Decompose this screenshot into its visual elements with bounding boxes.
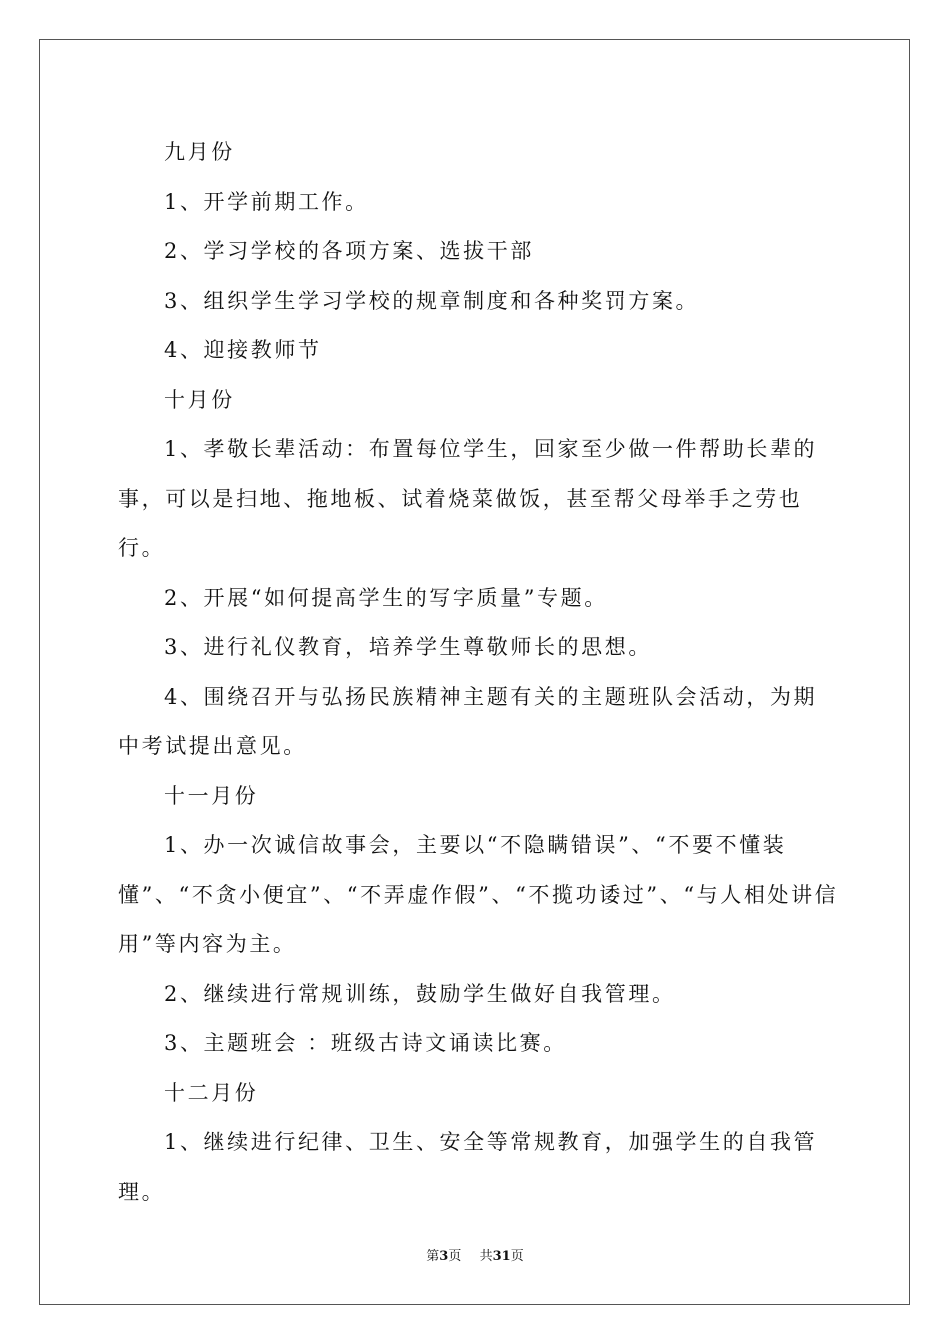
list-item: 2、开展“如何提高学生的写字质量”专题。 (164, 585, 608, 610)
list-item: 3、主题班会 ：班级古诗文诵读比赛。 (164, 1031, 567, 1055)
page-footer (0, 1245, 950, 1264)
list-item: 2、继续进行常规训练，鼓励学生做好自我管理。 (164, 981, 676, 1006)
list-item: 1、孝敬长辈活动：布置每位学生，回家至少做一件帮助长辈的事，可以是扫地、拖地板、试着烧菜做饭，甚至帮父母举手之劳也行。 (118, 437, 818, 560)
list-item: 4、围绕召开与弘扬民族精神主题有关的主题班队会活动，为期中考试提出意见。 (118, 684, 818, 758)
heading-november: 十一月份 (164, 783, 259, 808)
total-prefix: 共 (479, 1249, 493, 1264)
list-item: 1、办一次诚信故事会，主要以“不隐瞒错误”、“不要不懂装懂”、“不贪小便宜”、“不弄虚作假”、“不揽功诿过”、“与人相处讲信用”等内容为主。 (118, 833, 839, 956)
list-item: 4、迎接教师节 (164, 338, 322, 362)
page-suffix: 页 (448, 1249, 462, 1264)
heading-september: 九月份 (164, 140, 235, 164)
heading-december: 十二月份 (164, 1080, 259, 1105)
list-item: 2、学习学校的各项方案、选拔干部 (164, 239, 534, 263)
total-pages: 31 (492, 1249, 511, 1264)
total-suffix: 页 (510, 1249, 524, 1264)
list-item: 3、组织学生学习学校的规章制度和各种奖罚方案。 (164, 288, 700, 313)
heading-october: 十月份 (164, 387, 235, 412)
page-prefix: 第 (426, 1249, 440, 1264)
list-item: 1、继续进行纪律、卫生、安全等常规教育，加强学生的自我管理。 (118, 1130, 818, 1204)
page-number: 3 (439, 1249, 449, 1264)
list-item: 3、进行礼仪教育，培养学生尊敬师长的思想。 (164, 635, 652, 659)
list-item: 1、开学前期工作。 (164, 189, 369, 214)
document-body (118, 128, 840, 1217)
